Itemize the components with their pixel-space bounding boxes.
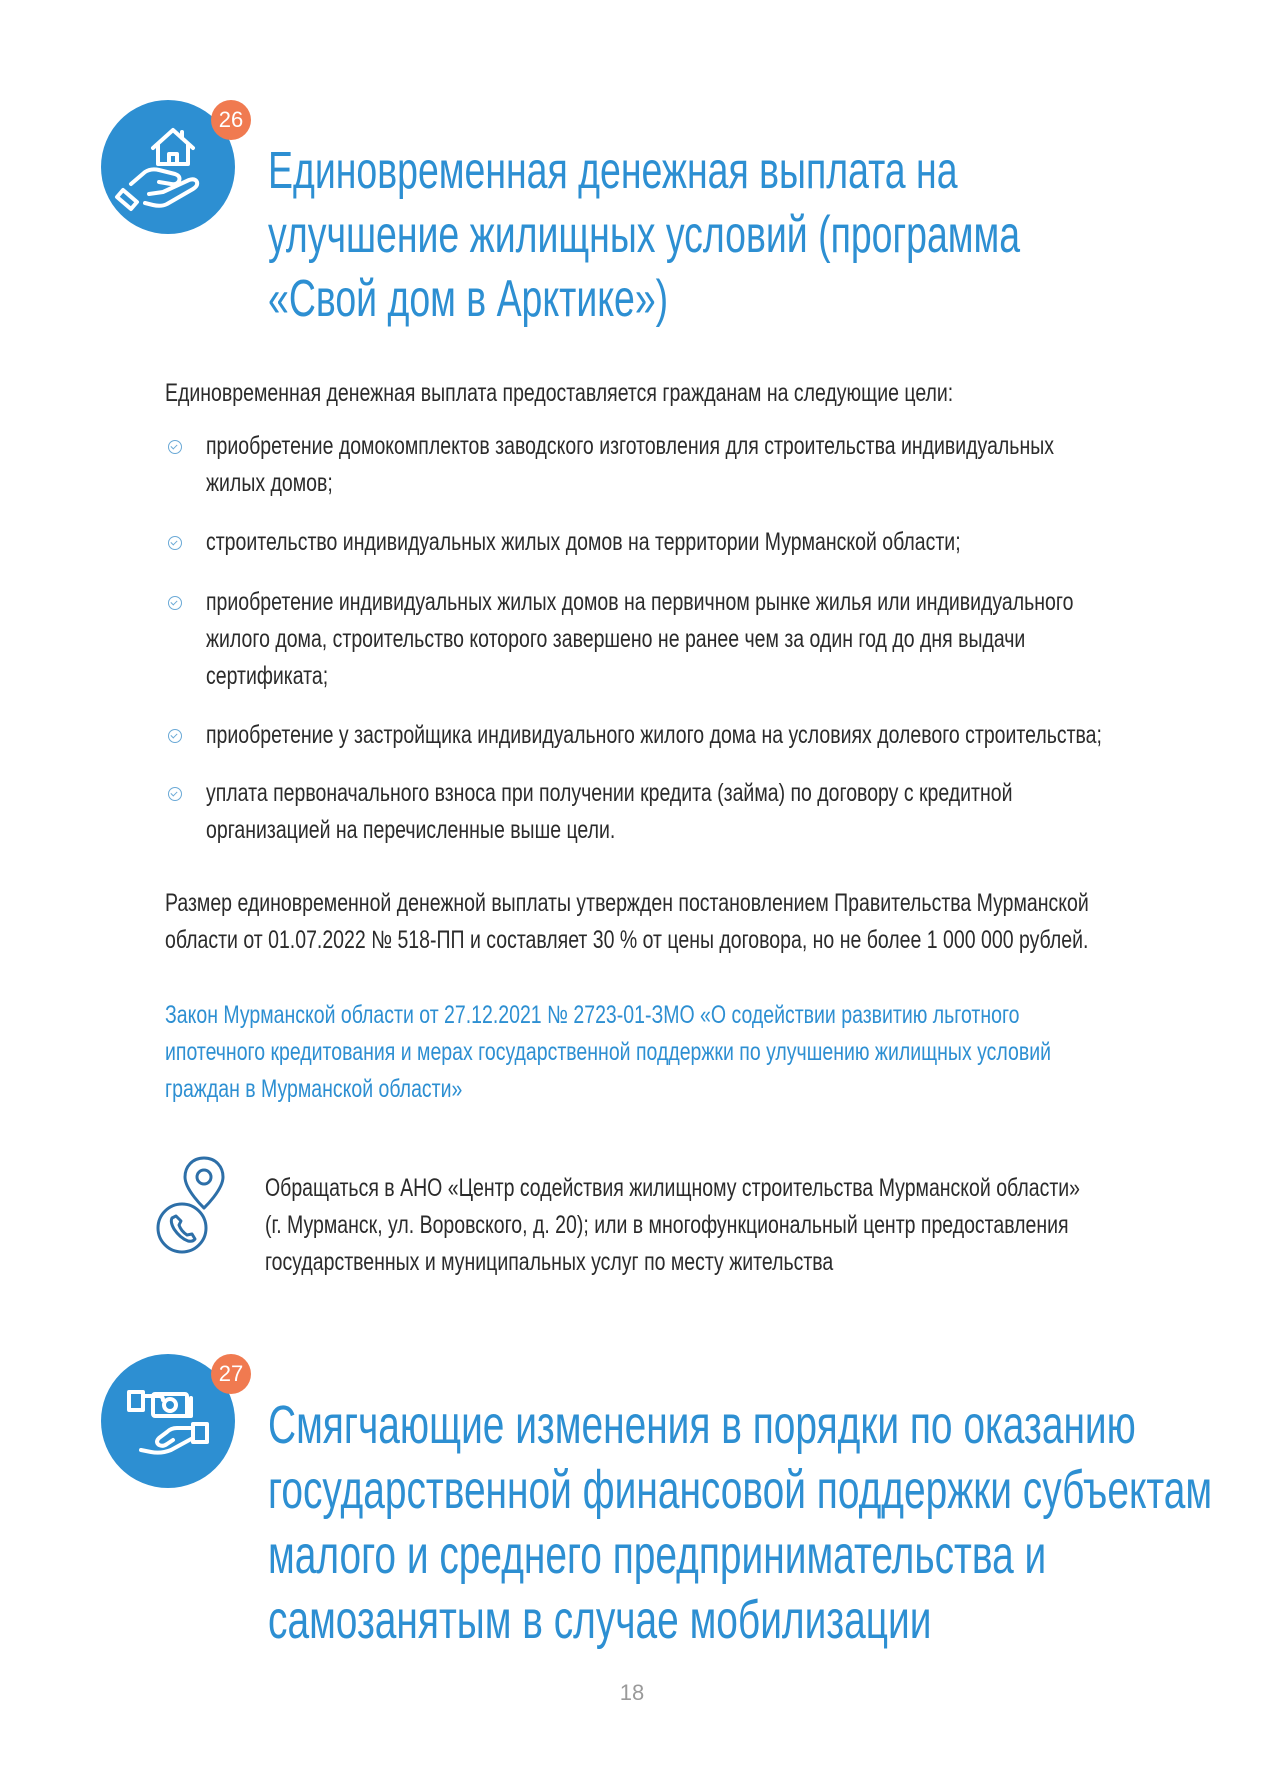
intro-line: Единовременная денежная выплата предоставляется гражданам на следующие цели: xyxy=(165,379,954,407)
amount-paragraph xyxy=(165,885,1264,959)
list-item-line: приобретение домокомплектов заводского изготовления для строительства индивидуальных xyxy=(206,432,1054,460)
list-item-line: уплата первоначального взноса при получении кредита (займа) по договору с кредитной xyxy=(206,779,1013,807)
page-number: 18 xyxy=(619,1680,645,1705)
list-item-line: жилого дома, строительство которого завершено не ранее чем за один год до дня выдачи xyxy=(206,625,1026,653)
section-27-title xyxy=(268,1393,1212,1653)
link-line: граждан в Мурманской области» xyxy=(165,1075,463,1103)
paragraph-line: Размер единовременной денежной выплаты утвержден постановлением Правительства Мурманской xyxy=(165,889,1089,917)
list-item xyxy=(206,428,1264,502)
list-item-line: приобретение индивидуальных жилых домов на первичном рынке жилья или индивидуального xyxy=(206,588,1074,616)
list-item-line: организацией на перечисленные выше цели. xyxy=(206,816,616,844)
section-27-icon-circle xyxy=(101,1354,244,1488)
contact-line: Обращаться в АНО «Центр содействия жилищному строительства Мурманской области» xyxy=(265,1174,1081,1202)
check-circle-icon xyxy=(168,729,182,743)
section-26-icon-circle xyxy=(101,100,244,234)
section-26-number-badge: 26 xyxy=(211,100,251,140)
list-item xyxy=(206,584,1264,695)
list-item-line: строительство индивидуальных жилых домов на территории Мурманской области; xyxy=(206,528,961,556)
list-item xyxy=(206,775,1240,849)
location-phone-icon xyxy=(150,1150,230,1260)
contact-line: (г. Мурманск, ул. Воровского, д. 20); или в многофункциональный центр предоставления xyxy=(265,1211,1069,1239)
title-line: самозанятым в случае мобилизации xyxy=(268,1590,932,1650)
title-line: Единовременная денежная выплата на xyxy=(268,142,958,200)
list-item-line: сертификата; xyxy=(206,662,329,690)
contact-info xyxy=(265,1170,1264,1281)
list-item xyxy=(206,717,1264,754)
law-reference-link[interactable] xyxy=(165,997,1264,1108)
section-26-title xyxy=(268,139,1020,331)
title-line: «Свой дом в Арктике») xyxy=(268,270,669,328)
title-line: государственной финансовой поддержки субъектам xyxy=(268,1460,1213,1520)
check-circle-icon xyxy=(168,440,182,454)
title-line: улучшение жилищных условий (программа xyxy=(268,206,1021,264)
list-item-line: жилых домов; xyxy=(206,469,333,497)
check-circle-icon xyxy=(168,536,182,550)
title-line: Смягчающие изменения в порядки по оказанию xyxy=(268,1395,1136,1455)
contact-line: государственных и муниципальных услуг по месту жительства xyxy=(265,1248,834,1276)
intro-text xyxy=(165,375,1176,412)
check-circle-icon xyxy=(168,596,182,610)
list-item-line: приобретение у застройщика индивидуального жилого дома на условиях долевого строительства; xyxy=(206,721,1102,749)
paragraph-line: области от 01.07.2022 № 518-ПП и составляет 30 % от цены договора, но не более 1 000 000 рублей. xyxy=(165,926,1089,954)
link-line: ипотечного кредитования и мерах государственной поддержки по улучшению жилищных условий xyxy=(165,1038,1051,1066)
list-item xyxy=(206,524,1173,561)
check-circle-icon xyxy=(168,787,182,801)
title-line: малого и среднего предпринимательства и xyxy=(268,1525,1047,1585)
section-27-number-badge: 27 xyxy=(211,1354,251,1394)
link-line: Закон Мурманской области от 27.12.2021 № 2723-01-ЗМО «О содействии развитию льготного xyxy=(165,1001,1020,1029)
